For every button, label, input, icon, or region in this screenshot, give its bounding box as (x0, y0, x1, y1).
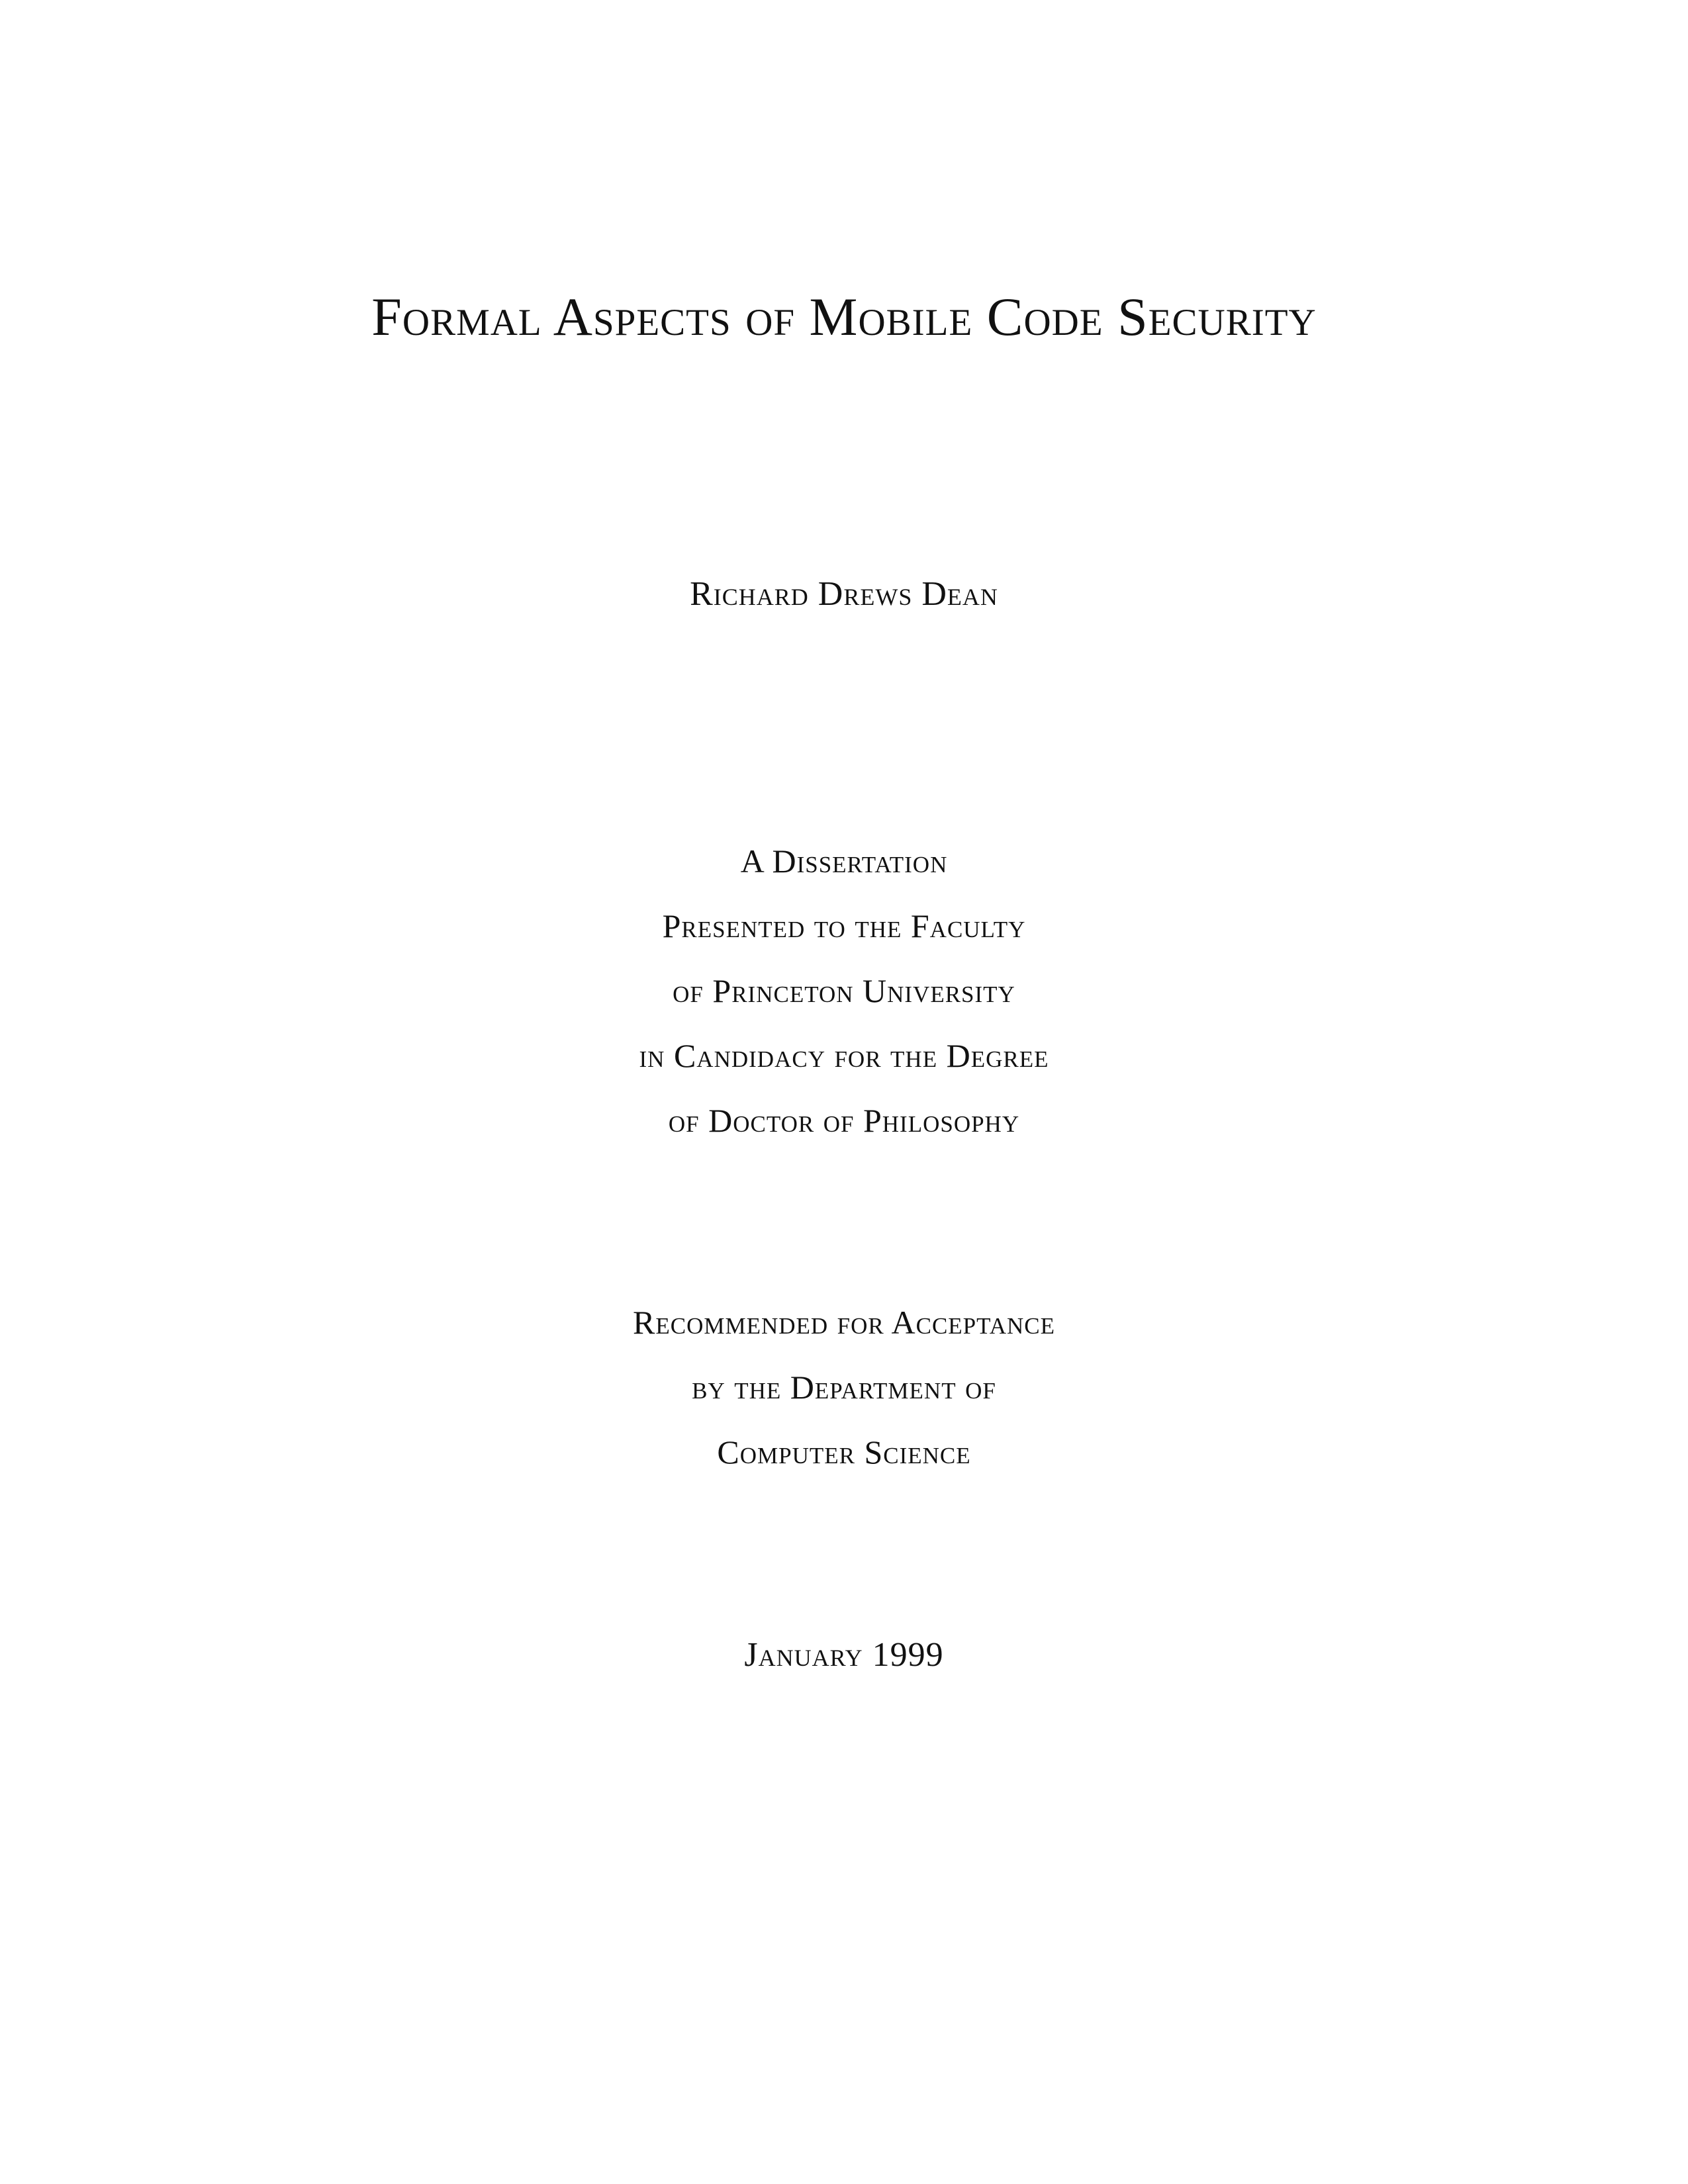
dissertation-title: Formal Aspects of Mobile Code Security (371, 287, 1317, 347)
recommendation-line: Recommended for Acceptance (633, 1304, 1055, 1341)
statement-line: of Princeton University (673, 972, 1015, 1009)
submission-date: January 1999 (744, 1636, 944, 1674)
statement-line: A Dissertation (740, 842, 948, 880)
statement-line: Presented to the Faculty (662, 907, 1026, 944)
recommendation-line: by the Department of (692, 1369, 996, 1406)
author-name: Richard Drews Dean (690, 575, 998, 613)
statement-line: of Doctor of Philosophy (668, 1102, 1020, 1139)
statement-line: in Candidacy for the Degree (639, 1037, 1049, 1074)
recommendation-line: Computer Science (717, 1433, 971, 1471)
